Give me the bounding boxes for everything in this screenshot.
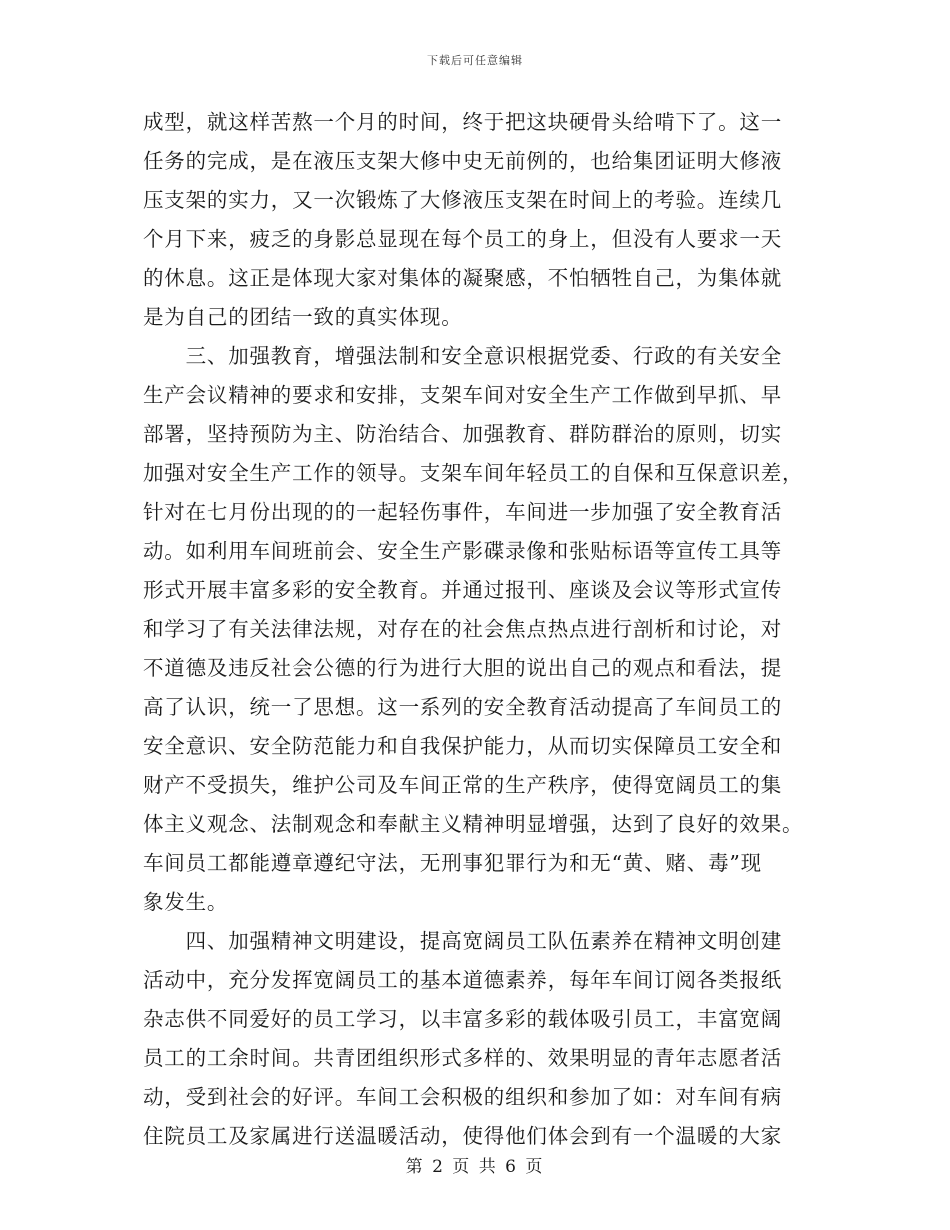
text-line: 象发生。 (143, 890, 229, 914)
text-line: 动，受到社会的好评。车间工会积极的组织和参加了如：对车间有病 (143, 1085, 782, 1109)
page-number: 第 2 页 共 6 页 (405, 1157, 545, 1177)
text-line: 杂志供不同爱好的员工学习，以丰富多彩的载体吸引员工，丰富宽阔 (143, 1007, 782, 1031)
text-line: 部署，坚持预防为主、防治结合、加强教育、群防群治的原则，切实 (143, 422, 782, 446)
text-line: 成型，就这样苦熬一个月的时间，终于把这块硬骨头给啃下了。这一 (143, 110, 782, 134)
text-line: 高了认识，统一了思想。这一系列的安全教育活动提高了车间员工的 (143, 695, 782, 719)
text-line: 的休息。这正是体现大家对集体的凝聚感，不怕牺牲自己，为集体就 (143, 266, 782, 290)
text-line: 针对在七月份出现的的一起轻伤事件，车间进一步加强了安全教育活 (143, 500, 782, 524)
text-line: 任务的完成，是在液压支架大修中史无前例的，也给集团证明大修液 (143, 149, 782, 173)
text-line: 个月下来，疲乏的身影总显现在每个员工的身上，但没有人要求一天 (143, 227, 782, 251)
text-line: 加强对安全生产工作的领导。支架车间年轻员工的自保和互保意识差， (143, 461, 804, 485)
text-line: 住院员工及家属进行送温暖活动，使得他们体会到有一个温暖的大家 (143, 1124, 782, 1148)
text-line: 三、加强教育，增强法制和安全意识根据党委、行政的有关安全 (143, 344, 782, 368)
text-line: 生产会议精神的要求和安排，支架车间对安全生产工作做到早抓、早 (143, 383, 782, 407)
text-line: 四、加强精神文明建设，提高宽阔员工队伍素养在精神文明创建 (143, 929, 782, 953)
text-line: 和学习了有关法律法规，对存在的社会焦点热点进行剖析和讨论，对 (143, 617, 782, 641)
text-line: 压支架的实力，又一次锻炼了大修液压支架在时间上的考验。连续几 (143, 188, 782, 212)
text-line: 形式开展丰富多彩的安全教育。并通过报刊、座谈及会议等形式宣传 (143, 578, 782, 602)
page-header: 下载后可任意编辑 (427, 54, 523, 67)
text-line: 是为自己的团结一致的真实体现。 (143, 305, 463, 329)
text-line: 体主义观念、法制观念和奉献主义精神明显增强，达到了良好的效果。 (143, 812, 804, 836)
text-line: 财产不受损失，维护公司及车间正常的生产秩序，使得宽阔员工的集 (143, 773, 782, 797)
text-line: 员工的工余时间。共青团组织形式多样的、效果明显的青年志愿者活 (143, 1046, 782, 1070)
page-footer (0, 1152, 950, 1177)
text-line: 不道德及违反社会公德的行为进行大胆的说出自己的观点和看法，提 (143, 656, 782, 680)
text-line: 动。如利用车间班前会、安全生产影碟录像和张贴标语等宣传工具等 (143, 539, 782, 563)
text-line: 车间员工都能遵章遵纪守法，无刑事犯罪行为和无“黄、赌、毒”现 (143, 851, 762, 875)
text-line: 活动中，充分发挥宽阔员工的基本道德素养，每年车间订阅各类报纸 (143, 968, 782, 992)
document-body (143, 103, 803, 1156)
text-line: 安全意识、安全防范能力和自我保护能力，从而切实保障员工安全和 (143, 734, 782, 758)
